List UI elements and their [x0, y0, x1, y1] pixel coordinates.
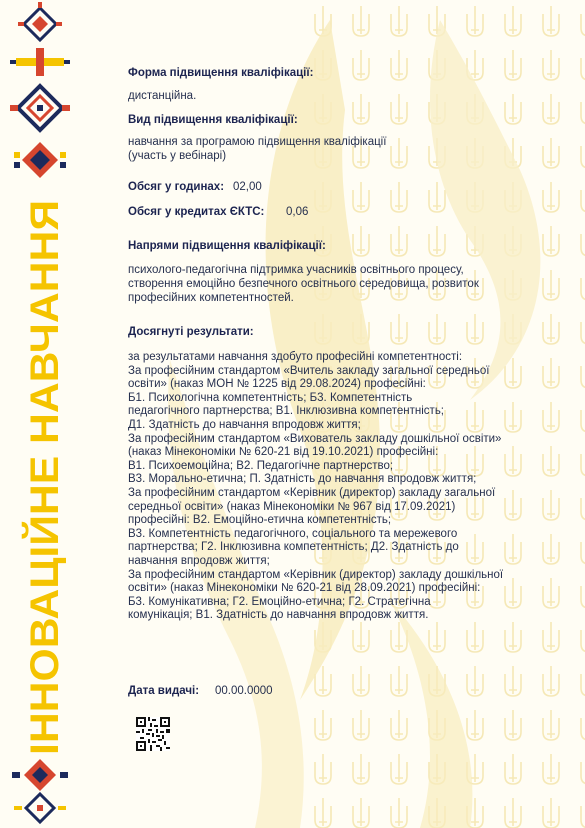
- results-line: Б1. Психологічна компетентність; Б3. Компетентність: [128, 391, 413, 404]
- results-line: освіти» (наказ МОН № 1225 від 29.08.2024) професійні:: [128, 378, 426, 391]
- directions-label: Напрями підвищення кваліфікації:: [128, 240, 326, 252]
- qr-code-icon[interactable]: [136, 717, 170, 751]
- form-label: Форма підвищення кваліфікації:: [128, 67, 314, 79]
- results-line: За професійним стандартом «Керівник (директор) закладу загальної: [128, 486, 496, 499]
- results-line: Б3. Комунікативна; Г2. Емоційно-етична; Г2. Стратегічна: [128, 595, 431, 608]
- hours-value: 02,00: [233, 181, 262, 193]
- results-line: Д1. Здатність до навчання впродовж життя;: [128, 418, 361, 431]
- credits-label: Обсяг у кредитах ЄКТС:: [128, 206, 265, 218]
- results-line: За професійним стандартом «Вчитель закладу загальної середньої: [128, 364, 490, 377]
- ornament-band: [0, 0, 80, 828]
- type-label: Вид підвищення кваліфікації:: [128, 114, 298, 126]
- type-value-line-1: навчання за програмою підвищення кваліфікації: [128, 136, 387, 148]
- results-line: В3. Морально-етична; П. Здатність до навчання впродовж життя;: [128, 473, 477, 486]
- results-line: педагогічного партнерства; В1. Інклюзивна компетентність;: [128, 405, 445, 418]
- results-line: партнерства; Г2. Інклюзивна компетентність; Д2. Здатність до: [128, 541, 459, 554]
- form-value: дистанційна.: [128, 90, 197, 102]
- issue-date-label: Дата видачі:: [128, 685, 200, 697]
- directions-line-3: професійних компетентностей.: [128, 292, 294, 304]
- results-line: (наказ Мінекономіки № 620-21 від 19.10.2021) професійні:: [128, 446, 439, 459]
- side-banner-text: ІННОВАЦІЙНЕ НАВЧАННЯ: [23, 234, 67, 755]
- results-line: за результатами навчання здобуто професійні компетентності:: [128, 351, 463, 363]
- results-line: За професійним стандартом «Вихователь закладу дошкільної освіти»: [128, 432, 502, 445]
- results-line: В3. Компетентність педагогічного, соціального та мережевого: [128, 527, 458, 540]
- hours-label: Обсяг у годинах:: [128, 181, 225, 193]
- issue-date-value: 00.00.0000: [215, 685, 273, 697]
- directions-line-2: створення емоційно безпечного освітнього середовища, розвиток: [128, 278, 479, 290]
- results-line: освіти» (наказ Мінекономіки № 620-21 від 28.09.2021) професійні:: [128, 582, 481, 595]
- type-value-line-2: (участь у вебінарі): [128, 150, 227, 162]
- results-line: професійні: В2. Емоційно-етична компетентність;: [128, 514, 392, 527]
- results-text: [128, 351, 568, 623]
- results-line: навчання впродовж життя;: [128, 554, 270, 567]
- directions-line-1: психолого-педагогічна підтримка учасників освітнього процесу,: [128, 264, 464, 276]
- results-line: комунікація; В1. Здатність до навчання впродовж життя.: [128, 609, 429, 622]
- results-line: За професійним стандартом «Керівник (директор) закладу дошкільної: [128, 568, 504, 581]
- credits-value: 0,06: [286, 206, 309, 218]
- results-line: В1. Психоемоційна; В2. Педагогічне партнерство;: [128, 459, 394, 472]
- results-line: середньої освіти» (наказ Мінекономіки № 967 від 17.09.2021): [128, 500, 456, 513]
- results-label: Досягнуті результати:: [128, 326, 254, 338]
